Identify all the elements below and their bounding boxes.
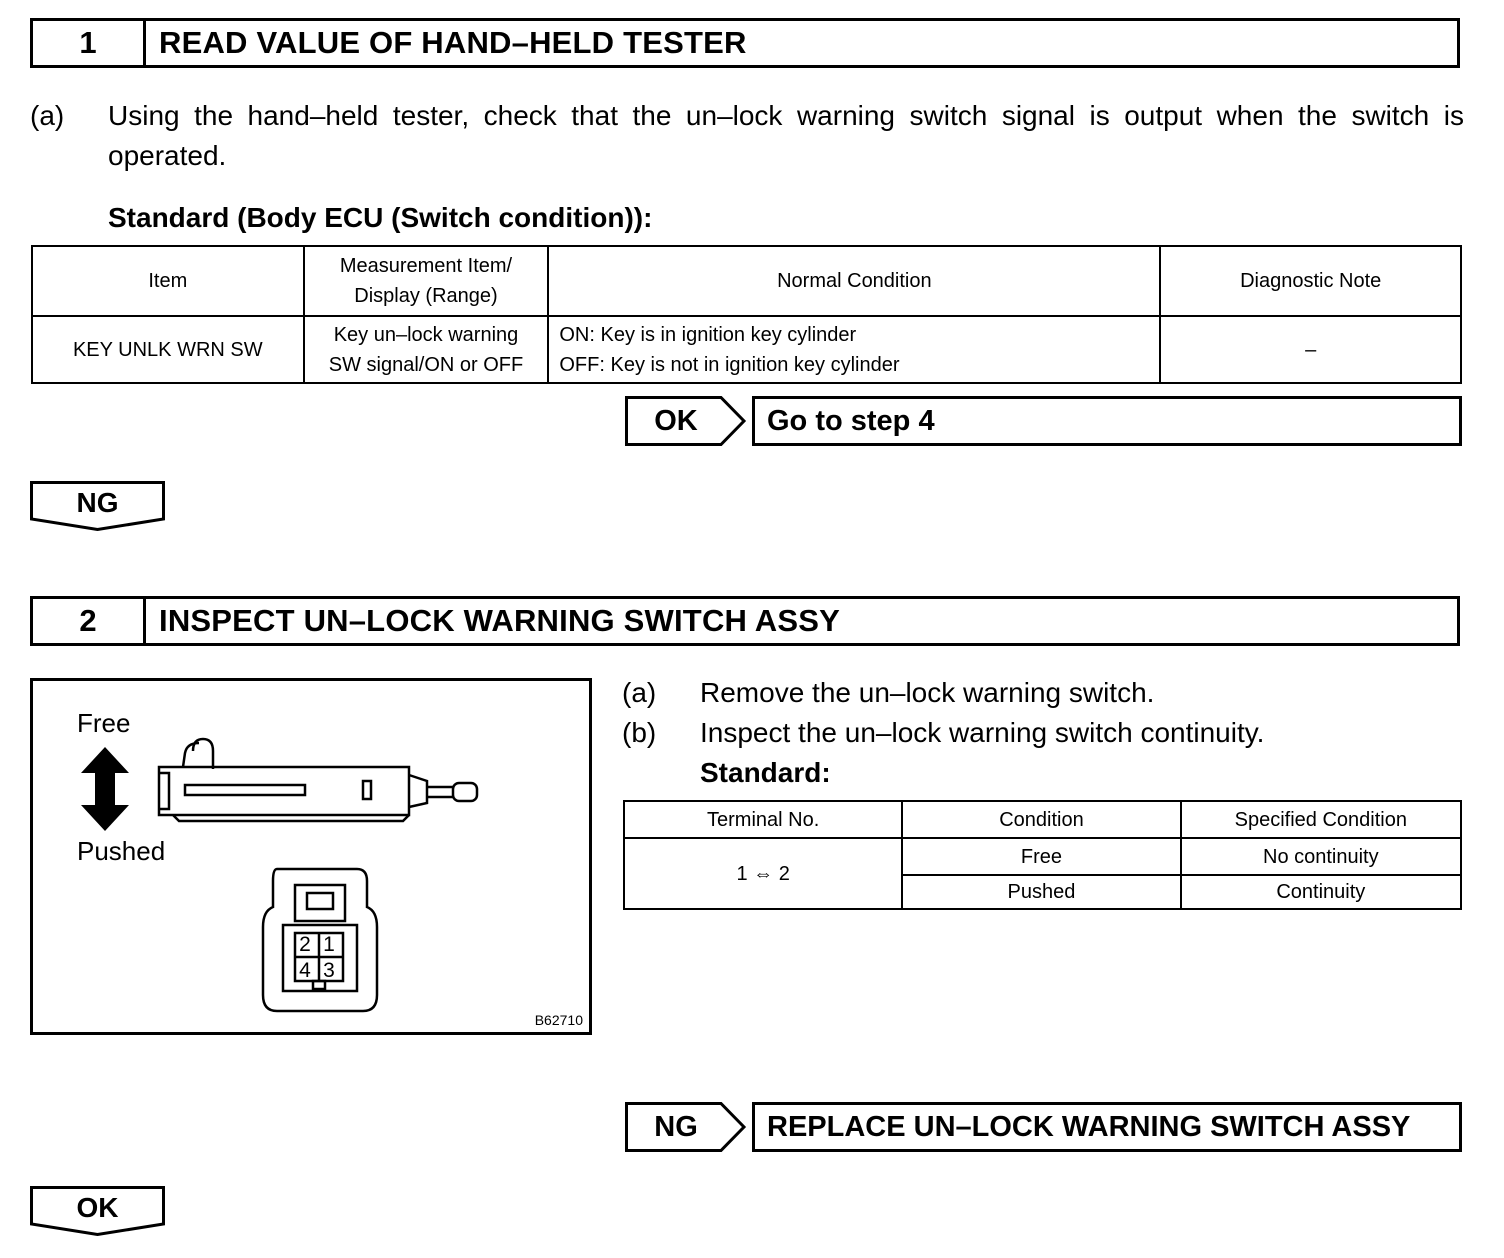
figure-code: B62710 [534,1012,583,1028]
header-diagnostic-note: Diagnostic Note [1160,246,1461,316]
cell-condition-free: Free [902,838,1180,875]
ok-label: OK [76,1192,119,1223]
step-1-header [30,18,1460,68]
switch-illustration [30,678,592,1035]
step-2-item-a-marker: (a) [622,677,657,708]
header-normal-condition: Normal Condition [548,246,1160,316]
cell-measurement [304,316,549,383]
header-item: Item [32,246,304,316]
step-2-item-b-text: Inspect the un–lock warning switch continuity. [700,717,1265,748]
cell-normal-condition [548,316,1160,383]
step-2-title: INSPECT UN–LOCK WARNING SWITCH ASSY [159,603,840,638]
cell-normal-line1: ON: Key is in ignition key cylinder [559,323,857,346]
cell-specified-free: No continuity [1181,838,1461,875]
header-measurement: Measurement Item/ Display (Range) [304,246,549,316]
pin-2: 2 [299,933,311,956]
free-label: Free [77,708,131,738]
step-2-item-b-marker: (b) [622,717,657,748]
step-1-standard-table [31,245,1462,384]
step-2-ok-tag [30,1186,165,1234]
ng-label: NG [76,487,119,518]
cell-diagnostic-note: – [1160,316,1461,383]
header-terminal-no: Terminal No. [624,801,902,838]
ng-action-box: REPLACE UN–LOCK WARNING SWITCH ASSY [752,1102,1462,1152]
step-2-item-a-text: Remove the un–lock warning switch. [700,677,1155,708]
pin-3: 3 [323,959,335,982]
ok-label: OK [654,404,698,437]
step-1-ng-tag [30,481,165,529]
cell-normal-line2: OFF: Key is not in ignition key cylinder [559,353,900,376]
cell-item: KEY UNLK WRN SW [32,316,304,383]
ng-label: NG [654,1110,698,1143]
cell-measurement-line2: SW signal/ON or OFF [328,353,524,376]
ok-arrow-tag [625,396,747,446]
cell-condition-pushed: Pushed [902,875,1180,909]
pushed-label: Pushed [77,836,166,866]
ok-action-box: Go to step 4 [752,396,1462,446]
cell-terminal: 1 ⇔ 2 [624,838,902,909]
header-condition: Condition [902,801,1180,838]
ng-arrow-tag [625,1102,747,1152]
step-2-ng-result [625,1102,1462,1152]
step-1-number: 1 [33,21,146,65]
header-specified-condition: Specified Condition [1181,801,1461,838]
step-2-number: 2 [33,599,146,643]
cell-specified-pushed: Continuity [1181,875,1461,909]
step-1-item-a-marker: (a) [30,100,65,131]
step-1-item-a-text: Using the hand–held tester, check that the un–lock warning switch signal is output when the switch is operated. [108,100,1464,171]
cell-measurement-line1: Key un–lock warning [333,323,519,346]
step-2-standard-table [623,800,1462,910]
step-2-standard-label: Standard: [700,757,831,788]
step-2-header [30,596,1460,646]
pin-1: 1 [323,933,335,956]
step-1-standard-label: Standard (Body ECU (Switch condition)): [108,202,653,233]
step-1-title: READ VALUE OF HAND–HELD TESTER [159,25,747,60]
step-1-ok-result [625,396,1462,446]
pin-4: 4 [299,959,311,982]
